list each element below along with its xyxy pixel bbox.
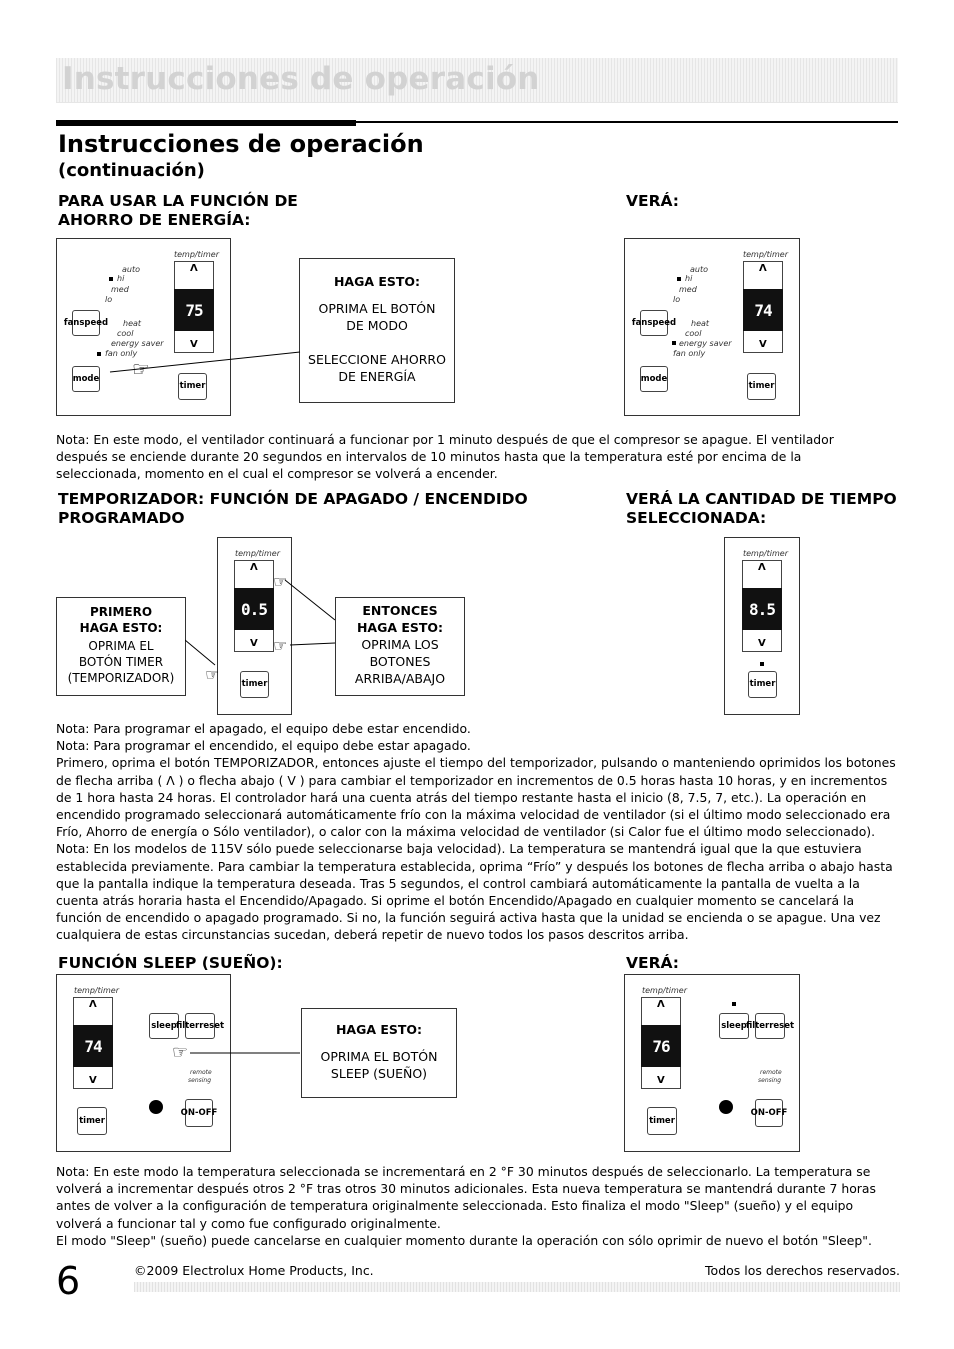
timer-first-instructions: PRIMERO HAGA ESTO: OPRIMA EL BOTÓN TIMER (TEMPORIZADOR)	[56, 597, 186, 696]
rights-reserved: Todos los derechos reservados.	[705, 1263, 900, 1278]
control-panel-timer-after: temp/timer Λ 8.5 V timer	[724, 537, 800, 715]
control-panel-sleep-before: temp/timer Λ 74 V sleep filter reset remote sensing timer ON- OFF	[56, 974, 231, 1152]
timer-display: 0.5	[234, 588, 274, 630]
up-arrow-icon[interactable]: Λ	[657, 999, 665, 1010]
timer-then-instructions: ENTONCES HAGA ESTO: OPRIMA LOS BOTONES ARRIBA/ABAJO	[335, 597, 465, 696]
timer-button[interactable]: timer	[747, 373, 776, 400]
down-arrow-icon[interactable]: V	[190, 339, 198, 350]
timer-see-heading: VERÁ LA CANTIDAD DE TIEMPO SELECCIONADA:	[626, 490, 897, 527]
pointer-line	[170, 1038, 310, 1068]
filter-reset-button[interactable]: filter reset	[185, 1013, 215, 1039]
timer-heading: TEMPORIZADOR: FUNCIÓN DE APAGADO / ENCENDIDO PROGRAMADO	[58, 490, 528, 527]
on-off-button[interactable]: ON- OFF	[185, 1099, 213, 1127]
hand-pointer-icon: ☞	[172, 1042, 189, 1063]
indicator-dot	[677, 277, 681, 281]
power-indicator	[149, 1100, 163, 1114]
control-panel-sleep-after: temp/timer Λ 76 V sleep filter reset remote sensing timer ON- OFF	[624, 974, 800, 1152]
up-arrow-icon[interactable]: Λ	[89, 999, 97, 1010]
energy-saver-heading: PARA USAR LA FUNCIÓN DE AHORRO DE ENERGÍA:	[58, 192, 298, 229]
down-arrow-icon[interactable]: V	[250, 638, 258, 649]
power-indicator	[719, 1100, 733, 1114]
copyright: ©2009 Electrolux Home Products, Inc.	[134, 1263, 374, 1278]
pointer-line	[100, 340, 310, 380]
temperature-display: 74	[73, 1025, 113, 1067]
sleep-notes: Nota: En este modo la temperatura seleccionada se incrementará en 2 °F 30 minutos después de seleccionarlo. La temperatura se volverá a incrementar después otros 2 °F tras otros 30 minutos adicionales. Esta nueva temperatura se mantendrá durante 7 horas antes de volver a la configuración de temperatura originalmente seleccionada. Esto finaliza el modo "Sleep" (sueño) y el equipo volverá a funcionar tal y como fue configurado originalmente. El modo "Sleep" (sueño) puede cancelarse en cualquier momento durante la operación con sólo oprimir de nuevo el botón "Sleep".	[56, 1164, 876, 1248]
up-arrow-icon[interactable]: Λ	[759, 263, 767, 274]
timer-button[interactable]: timer	[748, 671, 777, 698]
hand-pointer-icon: ☞	[273, 636, 288, 655]
down-arrow-icon[interactable]: V	[89, 1075, 97, 1086]
timer-button[interactable]: timer	[178, 373, 207, 400]
sleep-see-heading: VERÁ:	[626, 954, 680, 972]
footer-bar	[134, 1282, 900, 1292]
up-arrow-icon[interactable]: Λ	[190, 263, 198, 274]
indicator-dot	[732, 1002, 736, 1006]
down-arrow-icon[interactable]: V	[657, 1075, 665, 1086]
on-off-button[interactable]: ON- OFF	[755, 1099, 783, 1127]
indicator-dot	[760, 662, 764, 666]
timer-button[interactable]: timer	[647, 1107, 677, 1135]
energy-saver-see-heading: VERÁ:	[626, 192, 680, 210]
timer-button[interactable]: timer	[77, 1107, 107, 1135]
mode-button[interactable]: mode	[72, 366, 100, 392]
down-arrow-icon[interactable]: V	[758, 638, 766, 649]
temperature-display: 74	[743, 289, 783, 331]
sleep-instructions: HAGA ESTO: OPRIMA EL BOTÓN SLEEP (SUEÑO)	[301, 1008, 457, 1098]
down-arrow-icon[interactable]: V	[759, 339, 767, 350]
banner-title: Instrucciones de operación	[62, 61, 540, 97]
hand-pointer-icon: ☞	[273, 572, 288, 591]
header-rule-thin	[356, 121, 898, 123]
page-subtitle: (continuación)	[58, 160, 205, 181]
sleep-button[interactable]: sleep	[719, 1013, 749, 1039]
sleep-heading: FUNCIÓN SLEEP (SUEÑO):	[58, 954, 283, 972]
mode-button[interactable]: mode	[640, 366, 668, 392]
page-title: Instrucciones de operación	[58, 130, 424, 158]
control-panel-energy-before: temp/timer auto hi med lo fan speed heat cool energy saver fan only mode Λ 75 V timer	[56, 238, 231, 416]
up-arrow-icon[interactable]: Λ	[250, 562, 258, 573]
sleep-button[interactable]: sleep	[149, 1013, 179, 1039]
control-panel-timer-before: temp/timer Λ 0.5 V timer	[217, 537, 292, 715]
control-panel-energy-after: temp/timer auto hi med lo fan speed heat cool energy saver fan only mode Λ 74 V timer	[624, 238, 800, 416]
filter-reset-button[interactable]: filter reset	[755, 1013, 785, 1039]
header-rule-thick	[56, 120, 356, 126]
timer-button[interactable]: timer	[240, 671, 269, 698]
timer-display: 8.5	[742, 588, 782, 630]
timer-notes: Nota: Para programar el apagado, el equipo debe estar encendido. Nota: Para programar el encendido, el equipo debe estar apagado. Primero, oprima el botón TEMPORIZADOR, entonces ajuste el tiempo del temporizador, pulsando o manteniendo oprimidos los botones de flecha arriba ( Λ ) o flecha abajo ( V ) para cambiar el temporizador en incrementos de 0.5 horas hasta 10 horas, y en incrementos de 1 hora hasta 24 horas. El controlador hará una cuenta atrás del tiempo restante hasta el inicio (8, 7.5, 7, etc.). La operación en encendido programado seleccionará automáticamente frío con la máxima velocidad de ventilador (si el último modo seleccionado era Frío, Ahorro de energía o Sólo ventilador), o calor con la máxima velocidad de ventilador (si Calor fue el último modo seleccionado). Nota: En los modelos de 115V sólo puede seleccionarse baja velocidad). La temperatura se mantendrá igual que la que estuviera establecida previamente. Para cambiar la temperatura establecida, oprima “Frío” y después los botones de flecha arriba o abajo hasta que la pantalla indique la temperatura deseada. Tras 5 segundos, el control cambiará automáticamente la pantalla de vuelta a la cuenta atrás horaria hasta el Encendido/Apagado. Si oprime el botón Encendido/Apagado en cualquier momento se cancelará la función de encendido o apagado programado. Si no, la función seguirá activa hasta que la unidad se encienda o se apague. Una vez cualquiera de estas circunstancias sucedan, deberá repetir de nuevo todos los pasos descritos arriba.	[56, 721, 896, 943]
up-arrow-icon[interactable]: Λ	[758, 562, 766, 573]
hand-pointer-icon: ☞	[132, 357, 150, 380]
indicator-dot	[672, 341, 676, 345]
fan-speed-button[interactable]: fan speed	[640, 310, 668, 336]
timer-pointer-lines	[185, 565, 345, 700]
energy-saver-instructions: HAGA ESTO: OPRIMA EL BOTÓN DE MODO SELECCIONE AHORRO DE ENERGÍA	[299, 258, 455, 403]
indicator-dot	[109, 277, 113, 281]
temperature-display: 76	[641, 1025, 681, 1067]
fan-speed-button[interactable]: fan speed	[72, 310, 100, 336]
temperature-display: 75	[174, 289, 214, 331]
page-number: 6	[56, 1259, 81, 1303]
energy-saver-note: Nota: En este modo, el ventilador continuará a funcionar por 1 minuto después de que el compresor se apague. El ventilador después se enciende durante 20 segundos en intervalos de 10 minutos hasta que la temperatura esté por encima de la seleccionada, momento en el cual el compresor se volverá a encender.	[56, 432, 834, 482]
hand-pointer-icon: ☞	[205, 665, 220, 684]
